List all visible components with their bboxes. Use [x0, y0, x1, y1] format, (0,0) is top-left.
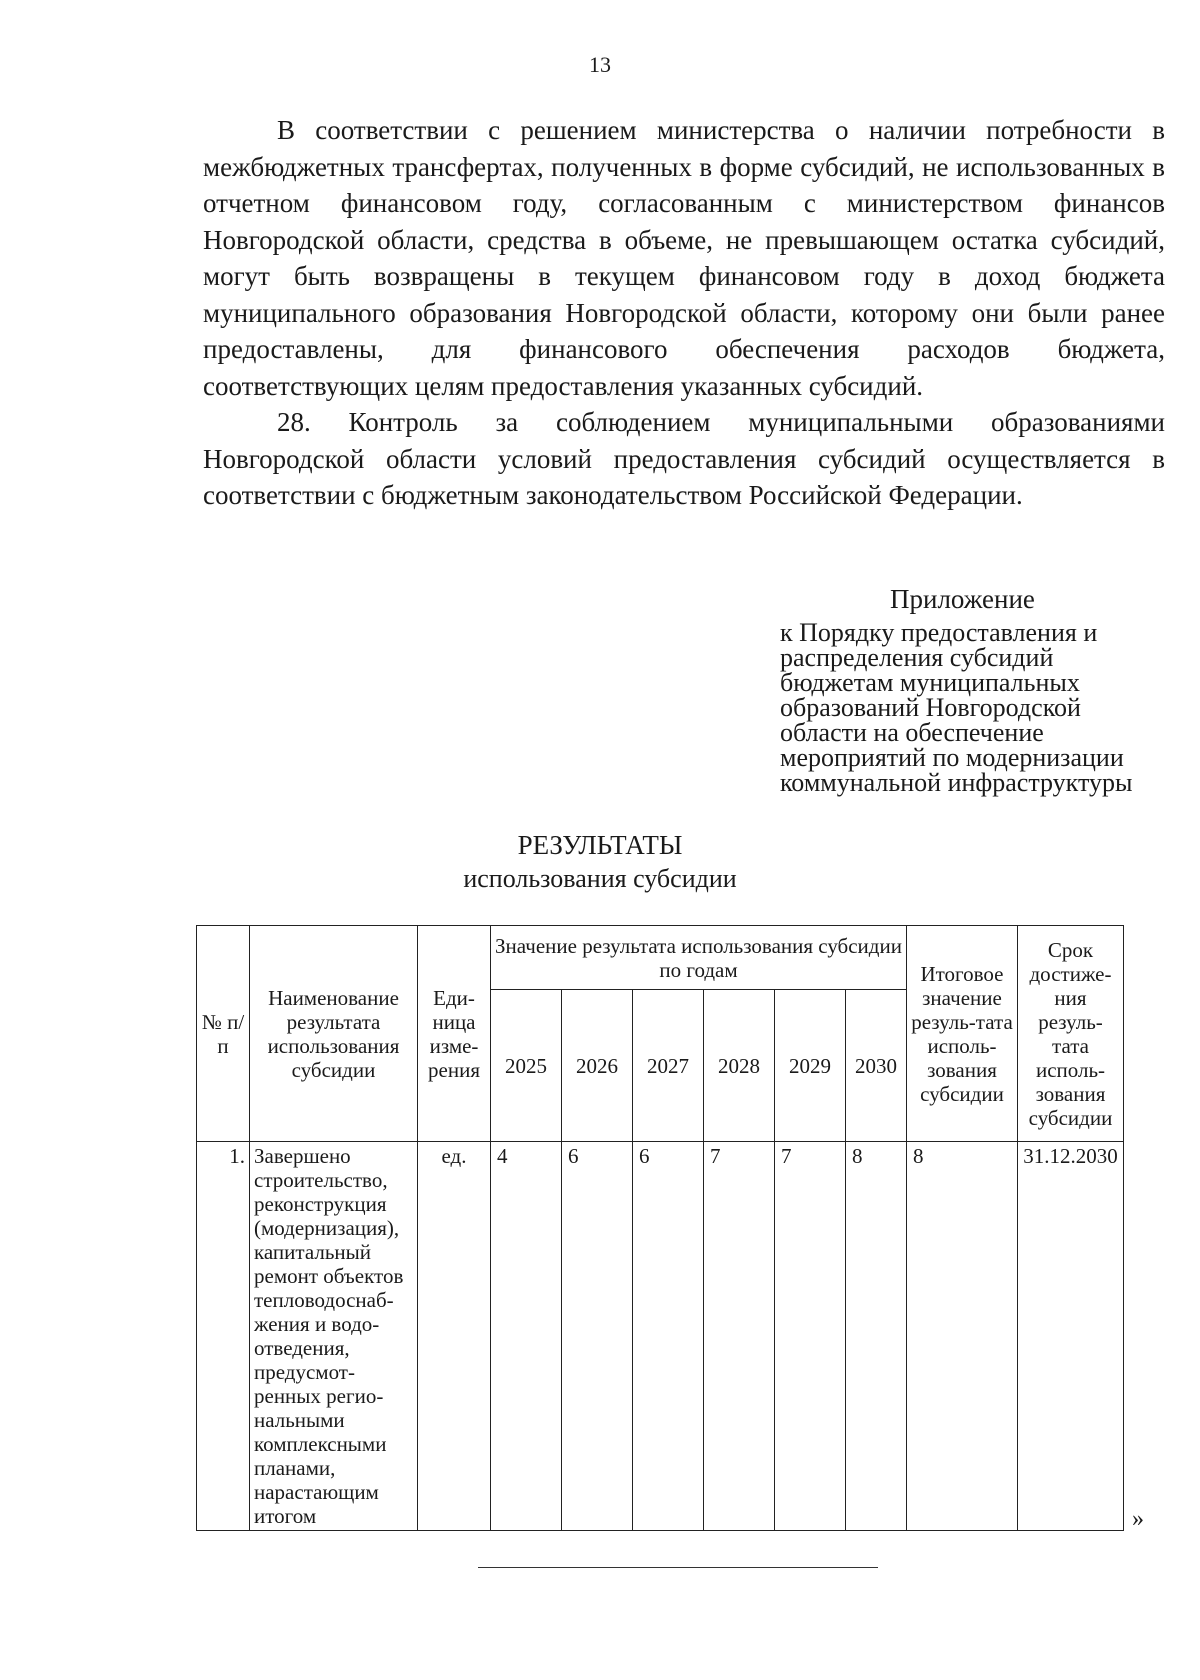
header-year: 2026	[562, 990, 633, 1142]
row-total-value: 8	[907, 1142, 1018, 1531]
appendix-reference	[780, 620, 1180, 795]
header-year: 2027	[633, 990, 704, 1142]
header-number: № п/п	[197, 926, 250, 1142]
table-row	[197, 1142, 1124, 1531]
paragraph-28-control: 28. Контроль за соблюдением муниципальными образованиями Новгородской области условий предоставления субсидий осуществляется в соответствии с бюджетным законодательством Российской Федерации.	[203, 407, 1165, 510]
appendix-title: Приложение	[890, 584, 1035, 614]
bottom-divider	[478, 1567, 878, 1568]
results-table	[196, 925, 1124, 1531]
row-value-2027: 6	[633, 1142, 704, 1531]
row-unit: ед.	[418, 1142, 491, 1531]
row-result-name: Завершено строительство, реконструкция (модернизация), капитальный ремонт объектов тепловодоснаб-жения и водо-отведения, предусмот-ренных регио-нальными комплексными планами, нарастающим итогом	[250, 1142, 418, 1531]
row-value-2026: 6	[562, 1142, 633, 1531]
row-value-2030: 8	[846, 1142, 907, 1531]
paragraph-return-of-funds: В соответствии с решением министерства о наличии потребности в межбюджетных трансфертах, полученных в форме субсидий, не использованных в отчетном финансовом году, согласованным с министерством финансов Новгородской области, средства в объеме, не превышающем остатка субсидий, могут быть возвращены в текущем финансовом году в доход бюджета муниципального образования Новгородской области, которому они были ранее предоставлены, для финансового обеспечения расходов бюджета, соответствующих целям предоставления указанных субсидий.	[203, 115, 1165, 401]
header-year: 2030	[846, 990, 907, 1142]
header-total-value: Итоговое значение резуль-тата исполь-зования субсидии	[907, 926, 1018, 1142]
appendix-line: области на обеспечение	[780, 718, 1044, 747]
header-result-name: Наименование результата использования субсидии	[250, 926, 418, 1142]
row-deadline: 31.12.2030	[1018, 1142, 1124, 1531]
body-text	[203, 112, 1165, 514]
appendix-line: образований Новгородской	[780, 693, 1081, 722]
appendix-line: мероприятий по модернизации	[780, 743, 1124, 772]
page-number: 13	[589, 52, 611, 77]
header-year: 2029	[775, 990, 846, 1142]
appendix-line: к Порядку предоставления и	[780, 618, 1098, 647]
closing-quote-mark: »	[1132, 1506, 1144, 1532]
header-year: 2028	[704, 990, 775, 1142]
results-subtitle: использования субсидии	[463, 864, 737, 893]
row-number: 1.	[197, 1142, 250, 1531]
results-title: РЕЗУЛЬТАТЫ	[517, 830, 683, 860]
appendix-line: коммунальной инфраструктуры	[780, 768, 1133, 797]
row-value-2028: 7	[704, 1142, 775, 1531]
header-unit: Еди-ница изме-рения	[418, 926, 491, 1142]
header-values-by-year: Значение результата использования субсидии по годам	[491, 926, 907, 990]
row-value-2029: 7	[775, 1142, 846, 1531]
header-year: 2025	[491, 990, 562, 1142]
appendix-line: распределения субсидий	[780, 643, 1054, 672]
appendix-line: бюджетам муниципальных	[780, 668, 1080, 697]
row-value-2025: 4	[491, 1142, 562, 1531]
header-deadline: Срок достиже-ния резуль-тата исполь-зования субсидии	[1018, 926, 1124, 1142]
